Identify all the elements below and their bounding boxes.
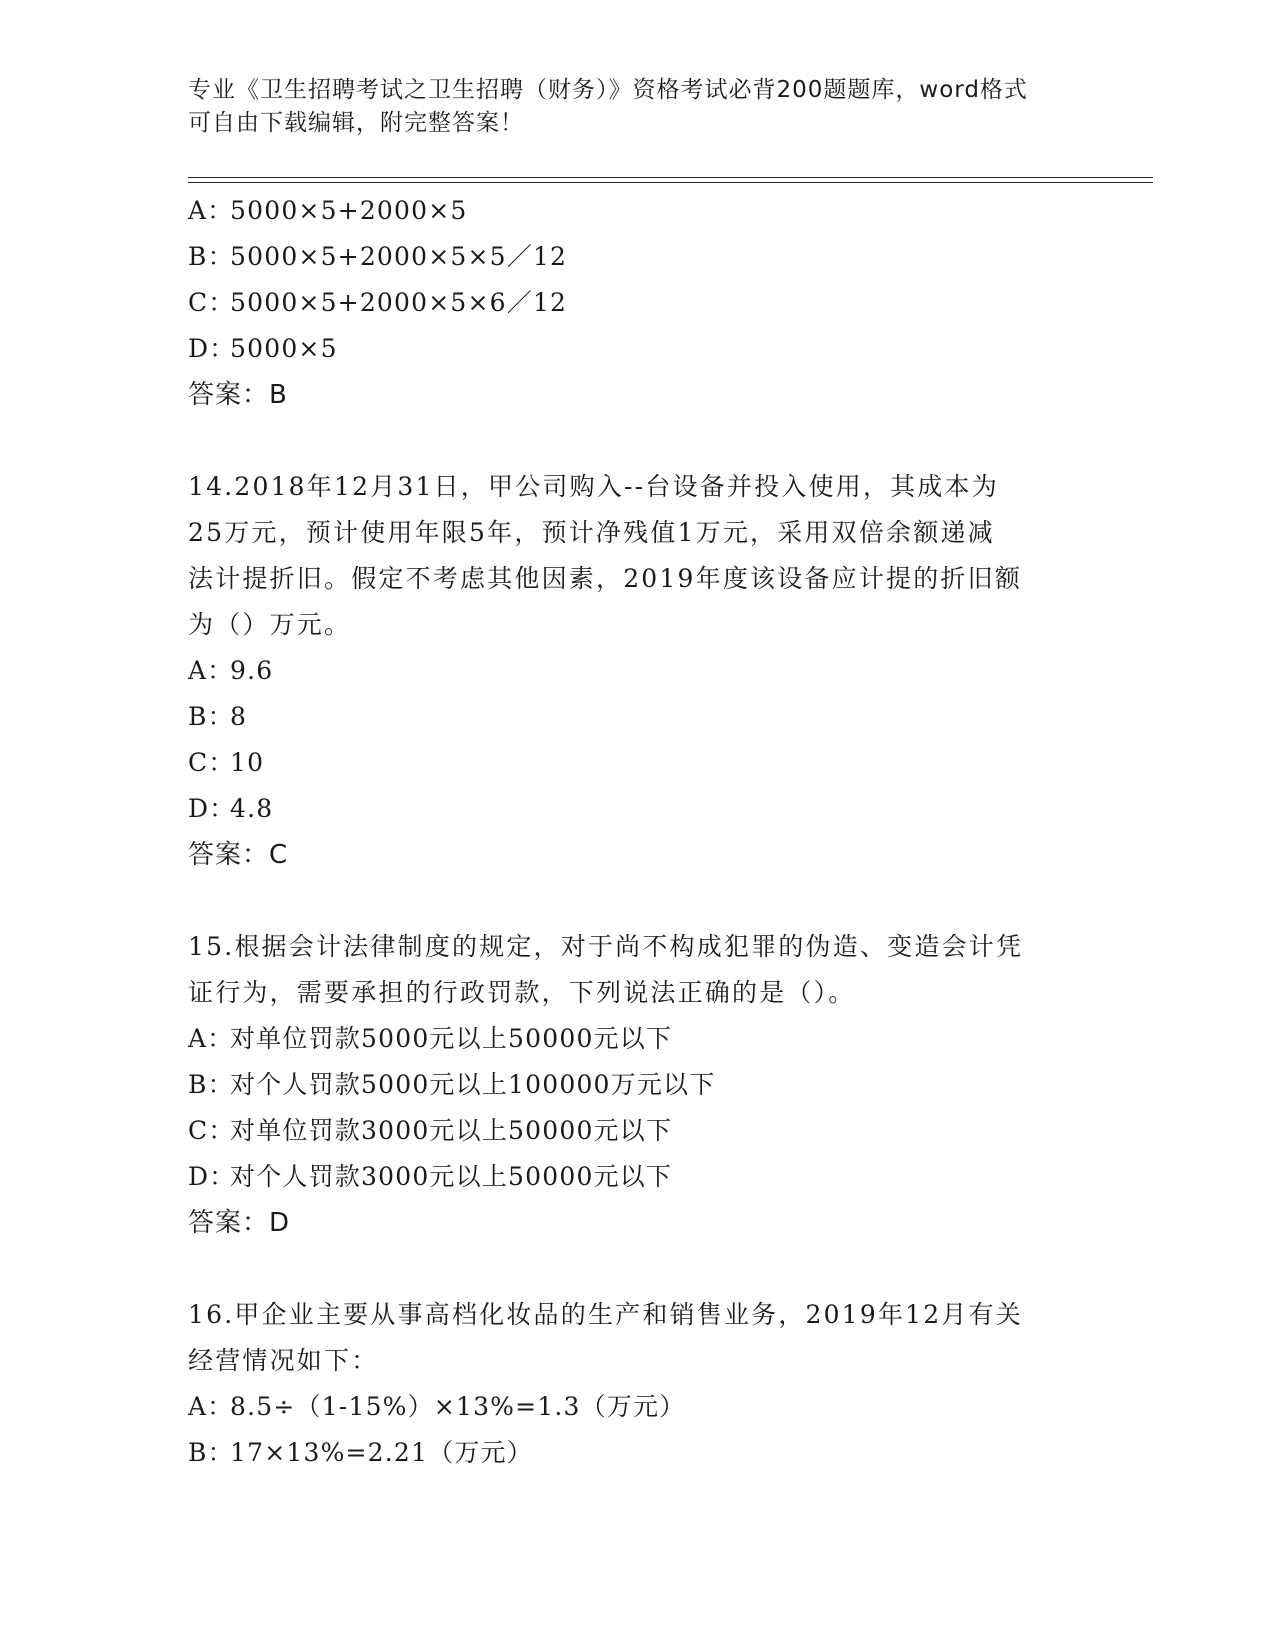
option-a: A：对单位罚款5000元以上50000元以下: [188, 1024, 673, 1053]
question-16: [188, 1292, 1088, 1476]
question-content: [188, 188, 1088, 1476]
option-c: C：10: [188, 748, 265, 777]
header-divider-top: [188, 177, 1153, 178]
option-d: D：5000×5: [188, 334, 338, 363]
option-d: D：对个人罚款3000元以上50000元以下: [188, 1162, 673, 1191]
answer-label: 答案：D: [188, 1208, 291, 1238]
document-header: [188, 74, 1088, 140]
answer-label: 答案：C: [188, 840, 289, 870]
question-stem: 14.2018年12月31日，甲公司购入--台设备并投入使用，其成本为 25万元，预计使用年限5年，预计净残值1万元，采用双倍余额递减 法计提折旧。假定不考虑其他因素，2019年度该设备应计提的折旧额 为（）万元。: [188, 472, 1023, 639]
question-stem: 15.根据会计法律制度的规定，对于尚不构成犯罪的伪造、变造会计凭 证行为，需要承担的行政罚款，下列说法正确的是（）。: [188, 932, 1024, 1007]
option-d: D：4.8: [188, 794, 274, 823]
option-a: A：5000×5+2000×5: [188, 196, 468, 225]
option-c: C：5000×5+2000×5×6／12: [188, 288, 568, 317]
option-c: C：对单位罚款3000元以上50000元以下: [188, 1116, 673, 1145]
option-b: B：8: [188, 702, 248, 731]
header-divider-bottom: [188, 182, 1153, 183]
question-13: [188, 188, 1088, 418]
question-14: [188, 464, 1088, 878]
option-b: B：对个人罚款5000元以上100000万元以下: [188, 1070, 716, 1099]
header-title-line-2: 可自由下载编辑，附完整答案！: [188, 110, 524, 136]
header-title-line-1: 专业《卫生招聘考试之卫生招聘（财务）》资格考试必背200题题库，word格式: [188, 77, 1028, 103]
question-stem: 16.甲企业主要从事高档化妆品的生产和销售业务，2019年12月有关 经营情况如下：: [188, 1300, 1023, 1375]
question-15: [188, 924, 1088, 1246]
option-a: A：9.6: [188, 656, 274, 685]
answer-label: 答案：B: [188, 380, 288, 410]
option-b: B：5000×5+2000×5×5／12: [188, 242, 568, 271]
option-b: B：17×13%=2.21（万元）: [188, 1438, 533, 1467]
option-a: A：8.5÷（1-15%）×13%=1.3（万元）: [188, 1392, 686, 1421]
